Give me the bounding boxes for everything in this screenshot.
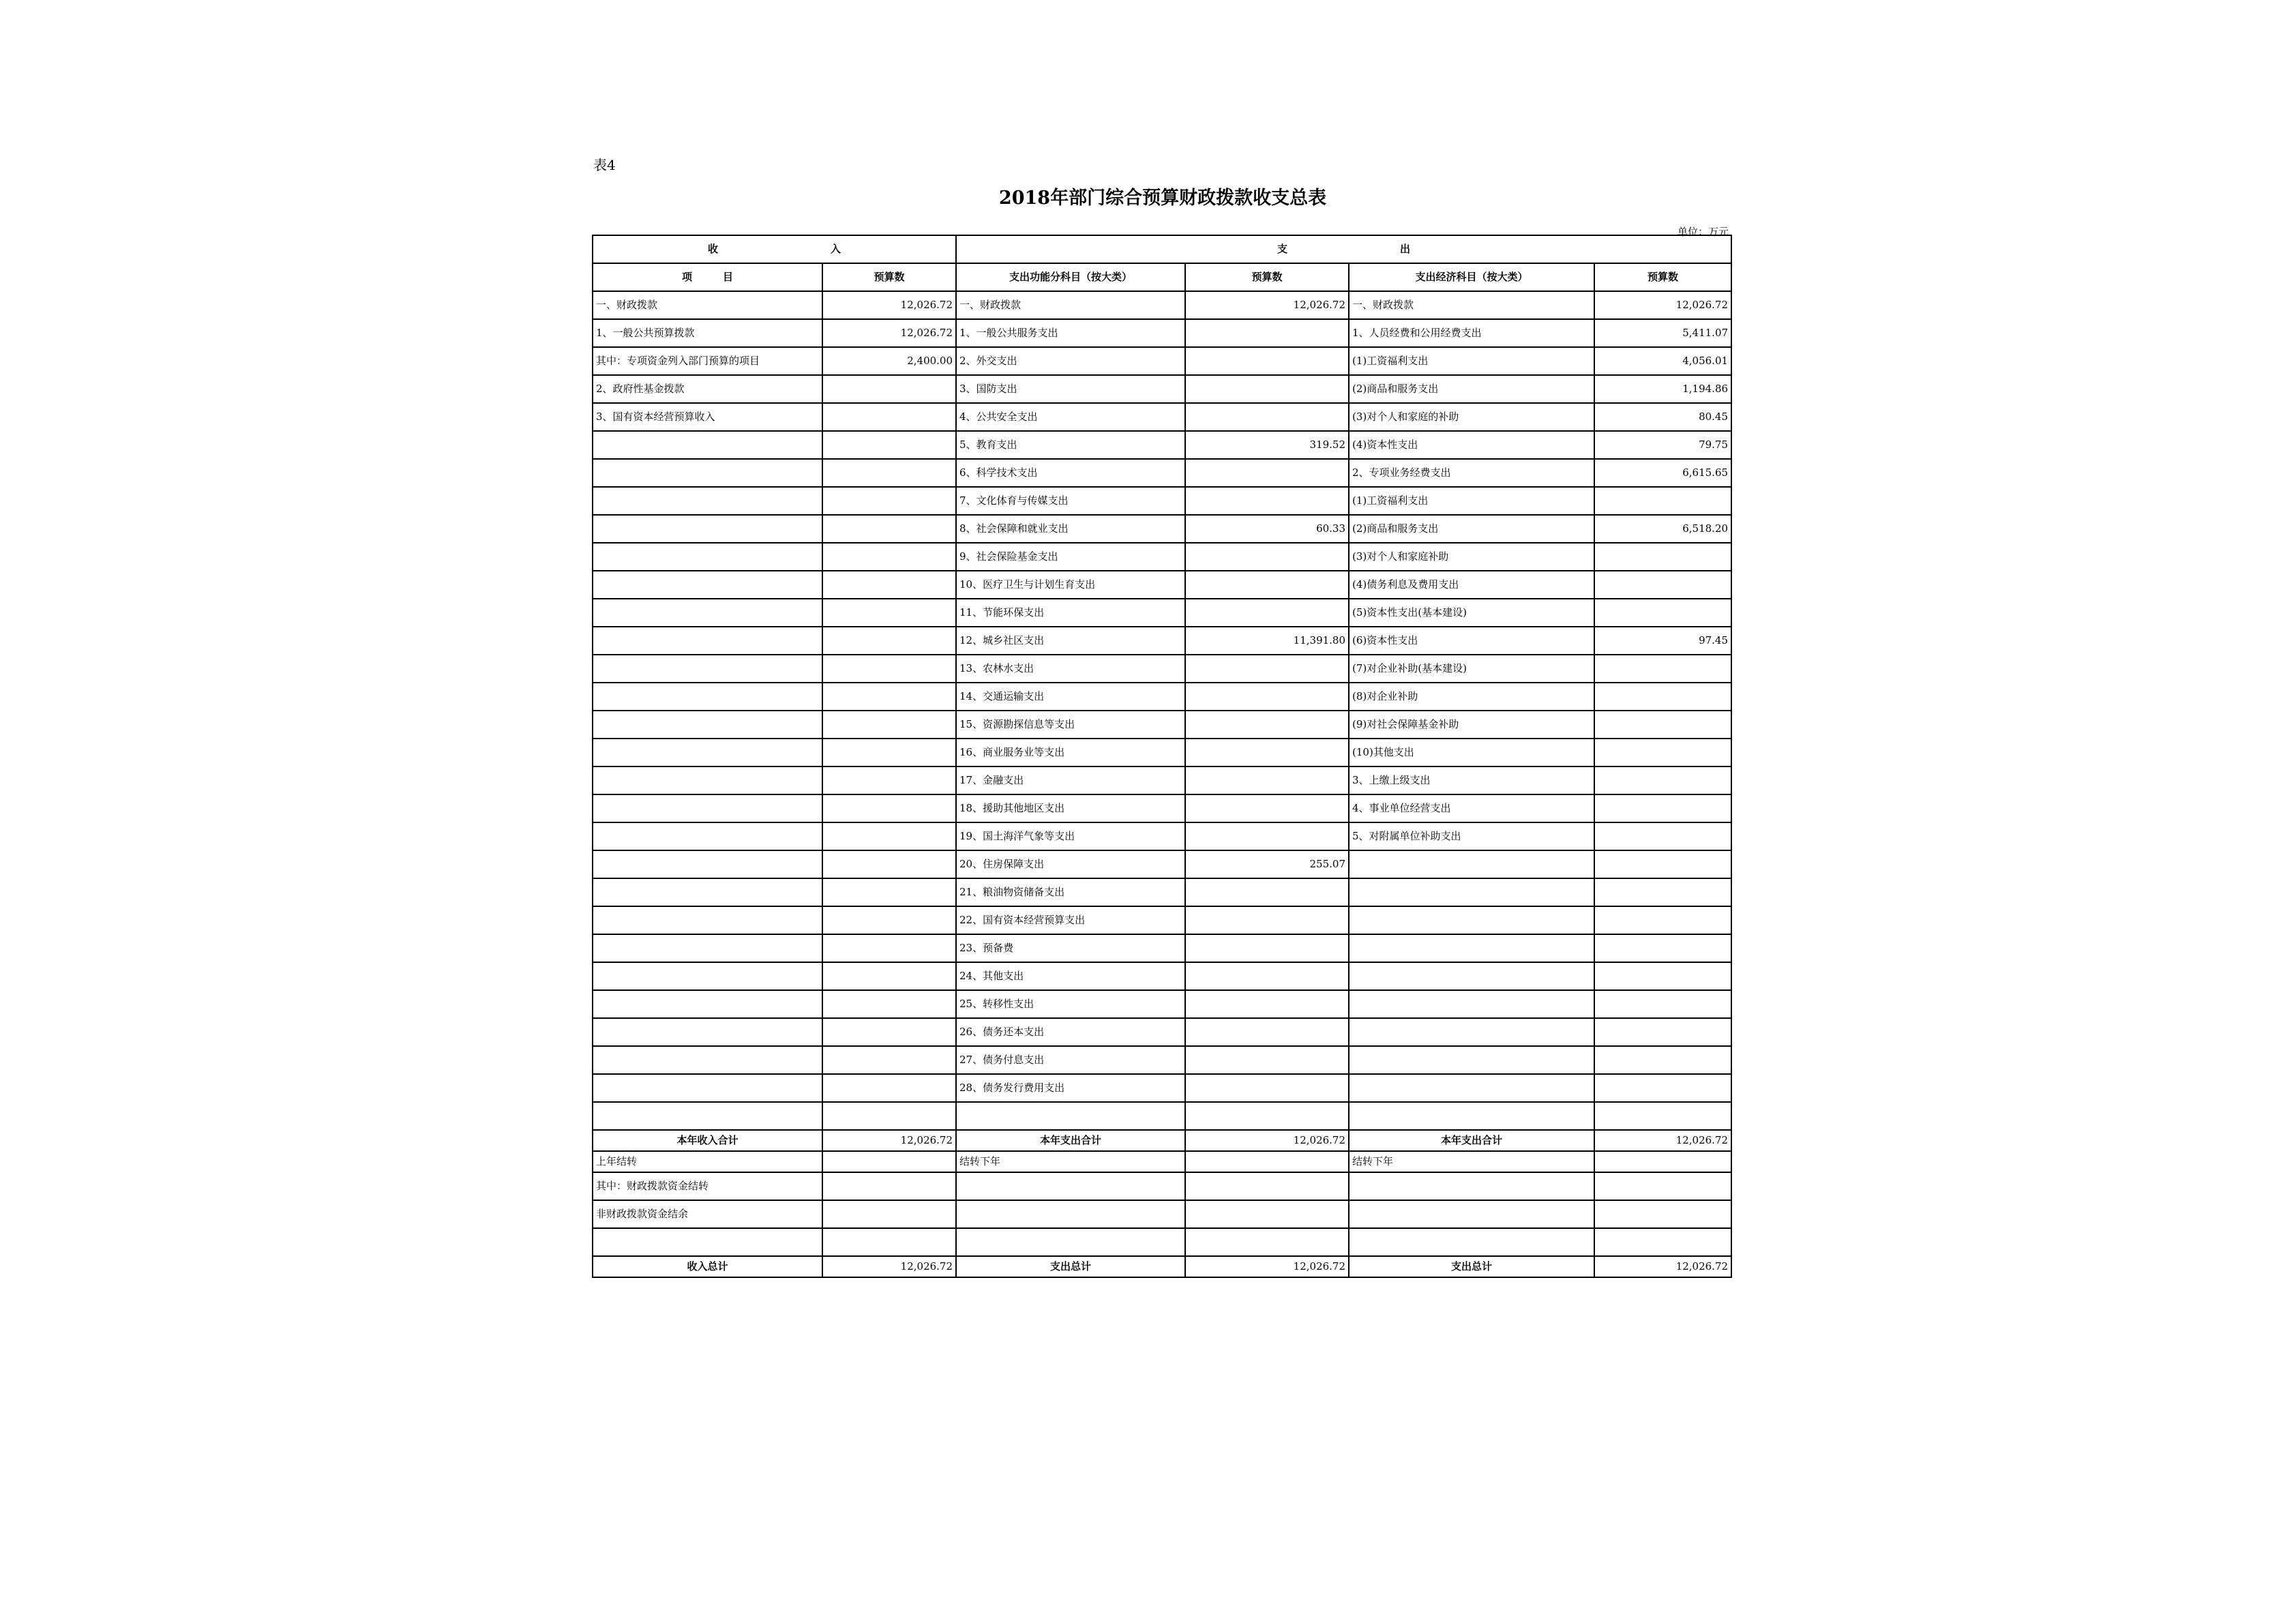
economic-value-cell: [1594, 822, 1731, 850]
function-item-cell: 28、债务发行费用支出: [956, 1074, 1185, 1102]
economic-value-cell: [1594, 1018, 1731, 1046]
economic-next-year-carry-value: [1594, 1151, 1731, 1172]
economic-item-cell: [1349, 1018, 1594, 1046]
empty-cell: [1185, 1172, 1349, 1200]
table-row: [593, 683, 1731, 711]
economic-item-cell: (1)工资福利支出: [1349, 347, 1594, 375]
function-item-cell: 9、社会保险基金支出: [956, 543, 1185, 571]
income-value-cell: [822, 1102, 956, 1130]
function-item-cell: 20、住房保障支出: [956, 850, 1185, 878]
nonfiscal-surplus-label: 非财政拨款资金结余: [593, 1200, 822, 1228]
function-value-cell: [1185, 347, 1349, 375]
function-value-cell: [1185, 543, 1349, 571]
table-row: [593, 850, 1731, 878]
economic-next-year-carry-label: 结转下年: [1349, 1151, 1594, 1172]
function-next-year-carry-value: [1185, 1151, 1349, 1172]
function-item-cell: 12、城乡社区支出: [956, 627, 1185, 655]
income-budget-column-header: 预算数: [822, 263, 956, 291]
income-item-cell: [593, 1018, 822, 1046]
income-value-cell: 12,026.72: [822, 291, 956, 319]
function-value-cell: [1185, 878, 1349, 906]
economic-grand-total-value: 12,026.72: [1594, 1256, 1731, 1277]
income-value-cell: [822, 1074, 956, 1102]
income-value-cell: [822, 850, 956, 878]
page-title: 2018年部门综合预算财政拨款收支总表: [998, 188, 1327, 209]
economic-value-cell: [1594, 878, 1731, 906]
income-item-cell: [593, 487, 822, 515]
function-item-cell: 一、财政拨款: [956, 291, 1185, 319]
table-row: [593, 1018, 1731, 1046]
function-item-cell: 14、交通运输支出: [956, 683, 1185, 711]
economic-item-cell: (3)对个人和家庭补助: [1349, 543, 1594, 571]
empty-cell: [1349, 1172, 1594, 1200]
economic-item-cell: [1349, 906, 1594, 934]
economic-value-cell: [1594, 766, 1731, 794]
table-row: [593, 403, 1731, 431]
prev-year-carry-value: [822, 1151, 956, 1172]
function-value-cell: 12,026.72: [1185, 291, 1349, 319]
function-value-cell: [1185, 1018, 1349, 1046]
function-next-year-carry-label: 结转下年: [956, 1151, 1185, 1172]
income-value-cell: [822, 822, 956, 850]
function-item-cell: 27、债务付息支出: [956, 1046, 1185, 1074]
economic-value-cell: 5,411.07: [1594, 319, 1731, 347]
income-item-cell: [593, 459, 822, 487]
economic-value-cell: [1594, 739, 1731, 766]
function-value-cell: [1185, 375, 1349, 403]
prev-year-carry-label: 上年结转: [593, 1151, 822, 1172]
economic-value-cell: [1594, 683, 1731, 711]
economic-item-cell: (6)资本性支出: [1349, 627, 1594, 655]
income-item-cell: [593, 655, 822, 683]
economic-item-cell: 2、专项业务经费支出: [1349, 459, 1594, 487]
economic-value-cell: [1594, 962, 1731, 990]
budget-table: [592, 235, 1732, 1278]
income-item-cell: [593, 571, 822, 599]
function-item-cell: 3、国防支出: [956, 375, 1185, 403]
function-item-cell: 19、国土海洋气象等支出: [956, 822, 1185, 850]
income-item-cell: [593, 906, 822, 934]
income-item-cell: [593, 711, 822, 739]
function-item-cell: [956, 1102, 1185, 1130]
income-item-cell: [593, 850, 822, 878]
carry-sub-row: [593, 1200, 1731, 1228]
empty-cell: [593, 1228, 822, 1256]
economic-value-cell: 12,026.72: [1594, 291, 1731, 319]
income-value-cell: [822, 1018, 956, 1046]
economic-value-cell: [1594, 599, 1731, 627]
economic-item-cell: 一、财政拨款: [1349, 291, 1594, 319]
empty-cell: [1349, 1200, 1594, 1228]
function-value-cell: [1185, 403, 1349, 431]
empty-cell: [1185, 1200, 1349, 1228]
budget-table-footer: [593, 1130, 1731, 1277]
income-value-cell: [822, 459, 956, 487]
income-section-header: 收 入: [593, 235, 956, 263]
function-budget-column-header: 预算数: [1185, 263, 1349, 291]
function-item-cell: 4、公共安全支出: [956, 403, 1185, 431]
table-row: [593, 319, 1731, 347]
income-item-cell: [593, 822, 822, 850]
empty-cell: [956, 1228, 1185, 1256]
economic-value-cell: 4,056.01: [1594, 347, 1731, 375]
function-item-cell: 25、转移性支出: [956, 990, 1185, 1018]
income-item-cell: [593, 515, 822, 543]
economic-item-cell: [1349, 990, 1594, 1018]
function-value-cell: [1185, 1074, 1349, 1102]
function-item-cell: 1、一般公共服务支出: [956, 319, 1185, 347]
economic-item-cell: (3)对个人和家庭的补助: [1349, 403, 1594, 431]
income-year-total-label: 本年收入合计: [593, 1130, 822, 1151]
table-row: [593, 487, 1731, 515]
economic-value-cell: [1594, 655, 1731, 683]
economic-item-cell: (2)商品和服务支出: [1349, 515, 1594, 543]
table-row: [593, 655, 1731, 683]
income-value-cell: [822, 794, 956, 822]
income-value-cell: [822, 990, 956, 1018]
economic-item-cell: 5、对附属单位补助支出: [1349, 822, 1594, 850]
table-row: [593, 627, 1731, 655]
economic-item-cell: 1、人员经费和公用经费支出: [1349, 319, 1594, 347]
empty-cell: [822, 1200, 956, 1228]
table-row: [593, 291, 1731, 319]
economic-year-total-value: 12,026.72: [1594, 1130, 1731, 1151]
economic-item-cell: (2)商品和服务支出: [1349, 375, 1594, 403]
function-value-cell: [1185, 990, 1349, 1018]
economic-value-cell: [1594, 934, 1731, 962]
economic-value-cell: [1594, 571, 1731, 599]
table-row: [593, 347, 1731, 375]
function-value-cell: [1185, 459, 1349, 487]
function-column-header: 支出功能分科目（按大类）: [956, 263, 1185, 291]
income-value-cell: 2,400.00: [822, 347, 956, 375]
economic-item-cell: 4、事业单位经营支出: [1349, 794, 1594, 822]
function-item-cell: 8、社会保障和就业支出: [956, 515, 1185, 543]
empty-cell: [1185, 1228, 1349, 1256]
economic-value-cell: 6,518.20: [1594, 515, 1731, 543]
economic-year-total-label: 本年支出合计: [1349, 1130, 1594, 1151]
function-value-cell: 319.52: [1185, 431, 1349, 459]
income-value-cell: [822, 683, 956, 711]
function-value-cell: [1185, 962, 1349, 990]
income-item-cell: 3、国有资本经营预算收入: [593, 403, 822, 431]
economic-grand-total-label: 支出总计: [1349, 1256, 1594, 1277]
table-row: [593, 822, 1731, 850]
fiscal-carry-label: 其中：财政拨款资金结转: [593, 1172, 822, 1200]
function-item-cell: 6、科学技术支出: [956, 459, 1185, 487]
income-item-cell: [593, 431, 822, 459]
income-item-cell: 一、财政拨款: [593, 291, 822, 319]
grand-total-row: [593, 1256, 1731, 1277]
year-total-row: [593, 1130, 1731, 1151]
income-item-cell: [593, 739, 822, 766]
function-value-cell: [1185, 571, 1349, 599]
function-grand-total-label: 支出总计: [956, 1256, 1185, 1277]
function-value-cell: [1185, 487, 1349, 515]
income-item-cell: 其中：专项资金列入部门预算的项目: [593, 347, 822, 375]
function-item-cell: 21、粮油物资储备支出: [956, 878, 1185, 906]
empty-cell: [1594, 1228, 1731, 1256]
function-value-cell: [1185, 739, 1349, 766]
economic-value-cell: [1594, 1102, 1731, 1130]
table-number: 表4: [593, 157, 616, 173]
table-row: [593, 906, 1731, 934]
function-value-cell: [1185, 794, 1349, 822]
table-row: [593, 543, 1731, 571]
income-value-cell: 12,026.72: [822, 319, 956, 347]
empty-cell: [822, 1172, 956, 1200]
income-item-cell: [593, 878, 822, 906]
income-value-cell: [822, 375, 956, 403]
economic-item-cell: [1349, 878, 1594, 906]
function-item-cell: 2、外交支出: [956, 347, 1185, 375]
income-value-cell: [822, 906, 956, 934]
function-value-cell: 11,391.80: [1185, 627, 1349, 655]
table-row: [593, 1046, 1731, 1074]
economic-item-cell: [1349, 850, 1594, 878]
income-item-cell: [593, 990, 822, 1018]
income-item-cell: 1、一般公共预算拨款: [593, 319, 822, 347]
economic-item-cell: (4)债务利息及费用支出: [1349, 571, 1594, 599]
income-value-cell: [822, 962, 956, 990]
function-value-cell: [1185, 1046, 1349, 1074]
income-value-cell: [822, 739, 956, 766]
income-value-cell: [822, 1046, 956, 1074]
economic-item-cell: [1349, 1102, 1594, 1130]
income-item-cell: [593, 794, 822, 822]
function-value-cell: [1185, 655, 1349, 683]
economic-value-cell: [1594, 906, 1731, 934]
economic-item-cell: (7)对企业补助(基本建设): [1349, 655, 1594, 683]
function-value-cell: 255.07: [1185, 850, 1349, 878]
empty-cell: [956, 1200, 1185, 1228]
empty-cell: [956, 1172, 1185, 1200]
economic-item-cell: (10)其他支出: [1349, 739, 1594, 766]
table-row: [593, 711, 1731, 739]
income-value-cell: [822, 543, 956, 571]
function-value-cell: [1185, 766, 1349, 794]
income-value-cell: [822, 655, 956, 683]
income-value-cell: [822, 403, 956, 431]
income-value-cell: [822, 487, 956, 515]
economic-item-cell: [1349, 962, 1594, 990]
income-value-cell: [822, 571, 956, 599]
section-header-row: [593, 235, 1731, 263]
function-value-cell: [1185, 319, 1349, 347]
carry-sub-row: [593, 1172, 1731, 1200]
function-value-cell: [1185, 599, 1349, 627]
economic-budget-column-header: 预算数: [1594, 263, 1731, 291]
table-row: [593, 739, 1731, 766]
table-row: [593, 766, 1731, 794]
income-item-cell: [593, 627, 822, 655]
economic-value-cell: 80.45: [1594, 403, 1731, 431]
table-row: [593, 375, 1731, 403]
income-value-cell: [822, 878, 956, 906]
table-row: [593, 459, 1731, 487]
income-grand-total-value: 12,026.72: [822, 1256, 956, 1277]
income-value-cell: [822, 711, 956, 739]
function-item-cell: 11、节能环保支出: [956, 599, 1185, 627]
table-row: [593, 878, 1731, 906]
expense-section-header: 支 出: [956, 235, 1731, 263]
function-value-cell: 60.33: [1185, 515, 1349, 543]
economic-item-cell: [1349, 934, 1594, 962]
economic-item-cell: 3、上缴上级支出: [1349, 766, 1594, 794]
column-header-row: [593, 263, 1731, 291]
economic-item-cell: [1349, 1074, 1594, 1102]
table-row: [593, 962, 1731, 990]
empty-cell: [1594, 1200, 1731, 1228]
carry-over-row: [593, 1151, 1731, 1172]
economic-value-cell: 97.45: [1594, 627, 1731, 655]
income-value-cell: [822, 599, 956, 627]
economic-value-cell: [1594, 711, 1731, 739]
function-value-cell: [1185, 683, 1349, 711]
income-value-cell: [822, 431, 956, 459]
income-item-cell: [593, 1102, 822, 1130]
income-value-cell: [822, 515, 956, 543]
function-item-cell: 17、金融支出: [956, 766, 1185, 794]
income-item-cell: [593, 962, 822, 990]
income-item-cell: [593, 543, 822, 571]
table-row: [593, 1074, 1731, 1102]
economic-item-cell: (4)资本性支出: [1349, 431, 1594, 459]
function-item-cell: 22、国有资本经营预算支出: [956, 906, 1185, 934]
economic-column-header: 支出经济科目（按大类）: [1349, 263, 1594, 291]
table-row: [593, 571, 1731, 599]
economic-item-cell: (1)工资福利支出: [1349, 487, 1594, 515]
function-year-total-label: 本年支出合计: [956, 1130, 1185, 1151]
table-row: [593, 1102, 1731, 1130]
function-item-cell: 13、农林水支出: [956, 655, 1185, 683]
function-item-cell: 5、教育支出: [956, 431, 1185, 459]
economic-value-cell: [1594, 1046, 1731, 1074]
income-value-cell: [822, 934, 956, 962]
function-item-cell: 15、资源勘探信息等支出: [956, 711, 1185, 739]
economic-item-cell: (5)资本性支出(基本建设): [1349, 599, 1594, 627]
function-item-cell: 24、其他支出: [956, 962, 1185, 990]
table-row: [593, 794, 1731, 822]
economic-item-cell: (9)对社会保障基金补助: [1349, 711, 1594, 739]
economic-value-cell: [1594, 850, 1731, 878]
economic-value-cell: [1594, 990, 1731, 1018]
table-row: [593, 431, 1731, 459]
function-item-cell: 16、商业服务业等支出: [956, 739, 1185, 766]
function-value-cell: [1185, 822, 1349, 850]
table-row: [593, 599, 1731, 627]
income-item-cell: [593, 766, 822, 794]
income-grand-total-label: 收入总计: [593, 1256, 822, 1277]
income-item-cell: [593, 1074, 822, 1102]
table-row: [593, 515, 1731, 543]
function-item-cell: 23、预备费: [956, 934, 1185, 962]
income-item-cell: [593, 934, 822, 962]
economic-value-cell: 6,615.65: [1594, 459, 1731, 487]
item-column-header: 项 目: [593, 263, 822, 291]
economic-item-cell: (8)对企业补助: [1349, 683, 1594, 711]
blank-row: [593, 1228, 1731, 1256]
table-row: [593, 934, 1731, 962]
economic-value-cell: [1594, 487, 1731, 515]
function-item-cell: 10、医疗卫生与计划生育支出: [956, 571, 1185, 599]
table-row: [593, 990, 1731, 1018]
function-item-cell: 26、债务还本支出: [956, 1018, 1185, 1046]
function-item-cell: 7、文化体育与传媒支出: [956, 487, 1185, 515]
income-item-cell: 2、政府性基金拨款: [593, 375, 822, 403]
unit-label: 单位：万元: [1677, 226, 1729, 238]
income-year-total-value: 12,026.72: [822, 1130, 956, 1151]
function-value-cell: [1185, 1102, 1349, 1130]
economic-value-cell: 1,194.86: [1594, 375, 1731, 403]
income-item-cell: [593, 683, 822, 711]
function-value-cell: [1185, 934, 1349, 962]
economic-value-cell: [1594, 1074, 1731, 1102]
economic-value-cell: 79.75: [1594, 431, 1731, 459]
function-value-cell: [1185, 711, 1349, 739]
function-item-cell: 18、援助其他地区支出: [956, 794, 1185, 822]
function-year-total-value: 12,026.72: [1185, 1130, 1349, 1151]
function-value-cell: [1185, 906, 1349, 934]
empty-cell: [822, 1228, 956, 1256]
budget-table-body: [593, 235, 1731, 1130]
function-grand-total-value: 12,026.72: [1185, 1256, 1349, 1277]
economic-value-cell: [1594, 794, 1731, 822]
economic-value-cell: [1594, 543, 1731, 571]
income-item-cell: [593, 1046, 822, 1074]
income-value-cell: [822, 766, 956, 794]
empty-cell: [1349, 1228, 1594, 1256]
income-value-cell: [822, 627, 956, 655]
income-item-cell: [593, 599, 822, 627]
economic-item-cell: [1349, 1046, 1594, 1074]
empty-cell: [1594, 1172, 1731, 1200]
